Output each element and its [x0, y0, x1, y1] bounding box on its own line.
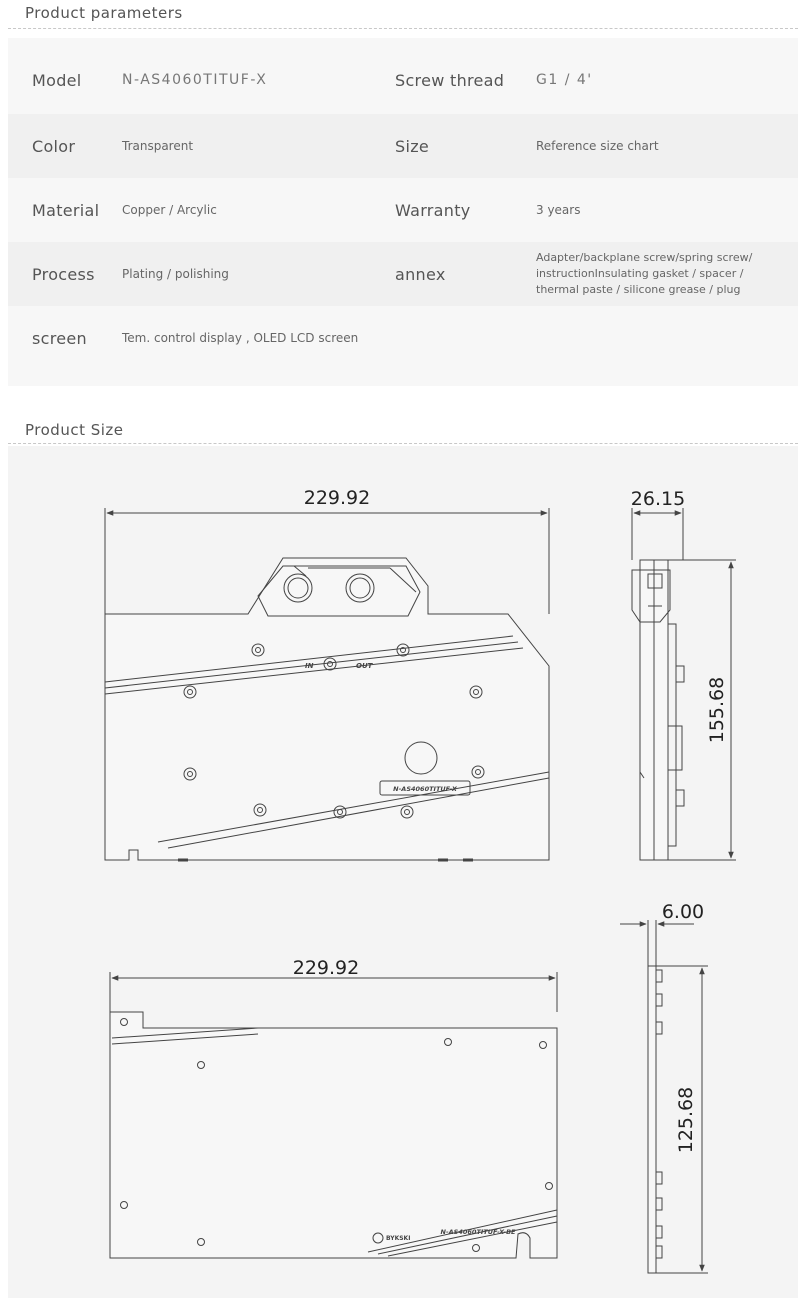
size-section-title: Product Size	[25, 421, 124, 439]
block-model-plate: N-AS4060TITUF-X	[393, 785, 457, 793]
param-label: Process	[32, 264, 95, 284]
param-label: Size	[395, 136, 430, 156]
dim-back-width: 229.92	[292, 957, 360, 979]
params-row-process	[8, 242, 798, 306]
backplate-front-view	[110, 972, 557, 1258]
backplate-model-plate: N-AS4060TITUF-X-BE	[440, 1228, 516, 1236]
param-label: Model	[32, 70, 82, 90]
size-section-divider	[8, 443, 798, 444]
param-label: screen	[32, 328, 87, 348]
params-row-material	[8, 178, 798, 242]
param-label: annex	[395, 264, 446, 284]
backplate-brand: BYKSKI	[386, 1235, 411, 1242]
params-row-screen	[8, 306, 798, 370]
param-value: Reference size chart	[536, 139, 659, 153]
param-value: Transparent	[122, 139, 194, 153]
param-label: Warranty	[395, 200, 471, 220]
water-block-front-view	[105, 508, 549, 860]
param-value: G1 / 4'	[536, 72, 593, 88]
size-drawing-panel	[8, 446, 798, 1298]
param-value: Tem. control display , OLED LCD screen	[122, 331, 359, 345]
param-label: Material	[32, 200, 100, 220]
dim-block-depth: 26.15	[630, 488, 686, 510]
dimension-drawing	[8, 446, 798, 1298]
out-port-label: OUT	[356, 662, 373, 670]
param-value: Plating / polishing	[122, 267, 229, 281]
param-label: Screw thread	[395, 70, 505, 90]
param-value: Copper / Arcylic	[122, 203, 217, 217]
param-label: Color	[32, 136, 76, 156]
params-table	[8, 38, 798, 386]
param-value: 3 years	[536, 203, 581, 217]
dim-back-height: 125.68	[675, 1086, 697, 1154]
params-section-divider	[8, 28, 798, 29]
params-row-model	[8, 48, 798, 112]
param-value: Adapter/backplane screw/spring screw/ instructionInsulating gasket / spacer / thermal paste / silicone grease / plug	[536, 251, 753, 296]
dim-block-height: 155.68	[706, 676, 728, 744]
params-row-color	[8, 114, 798, 178]
params-section-title: Product parameters	[25, 4, 183, 22]
param-value: N-AS4060TITUF-X	[122, 72, 268, 88]
in-port-label: IN	[305, 662, 314, 670]
dim-block-width: 229.92	[303, 487, 371, 509]
dim-back-depth: 6.00	[661, 901, 705, 923]
